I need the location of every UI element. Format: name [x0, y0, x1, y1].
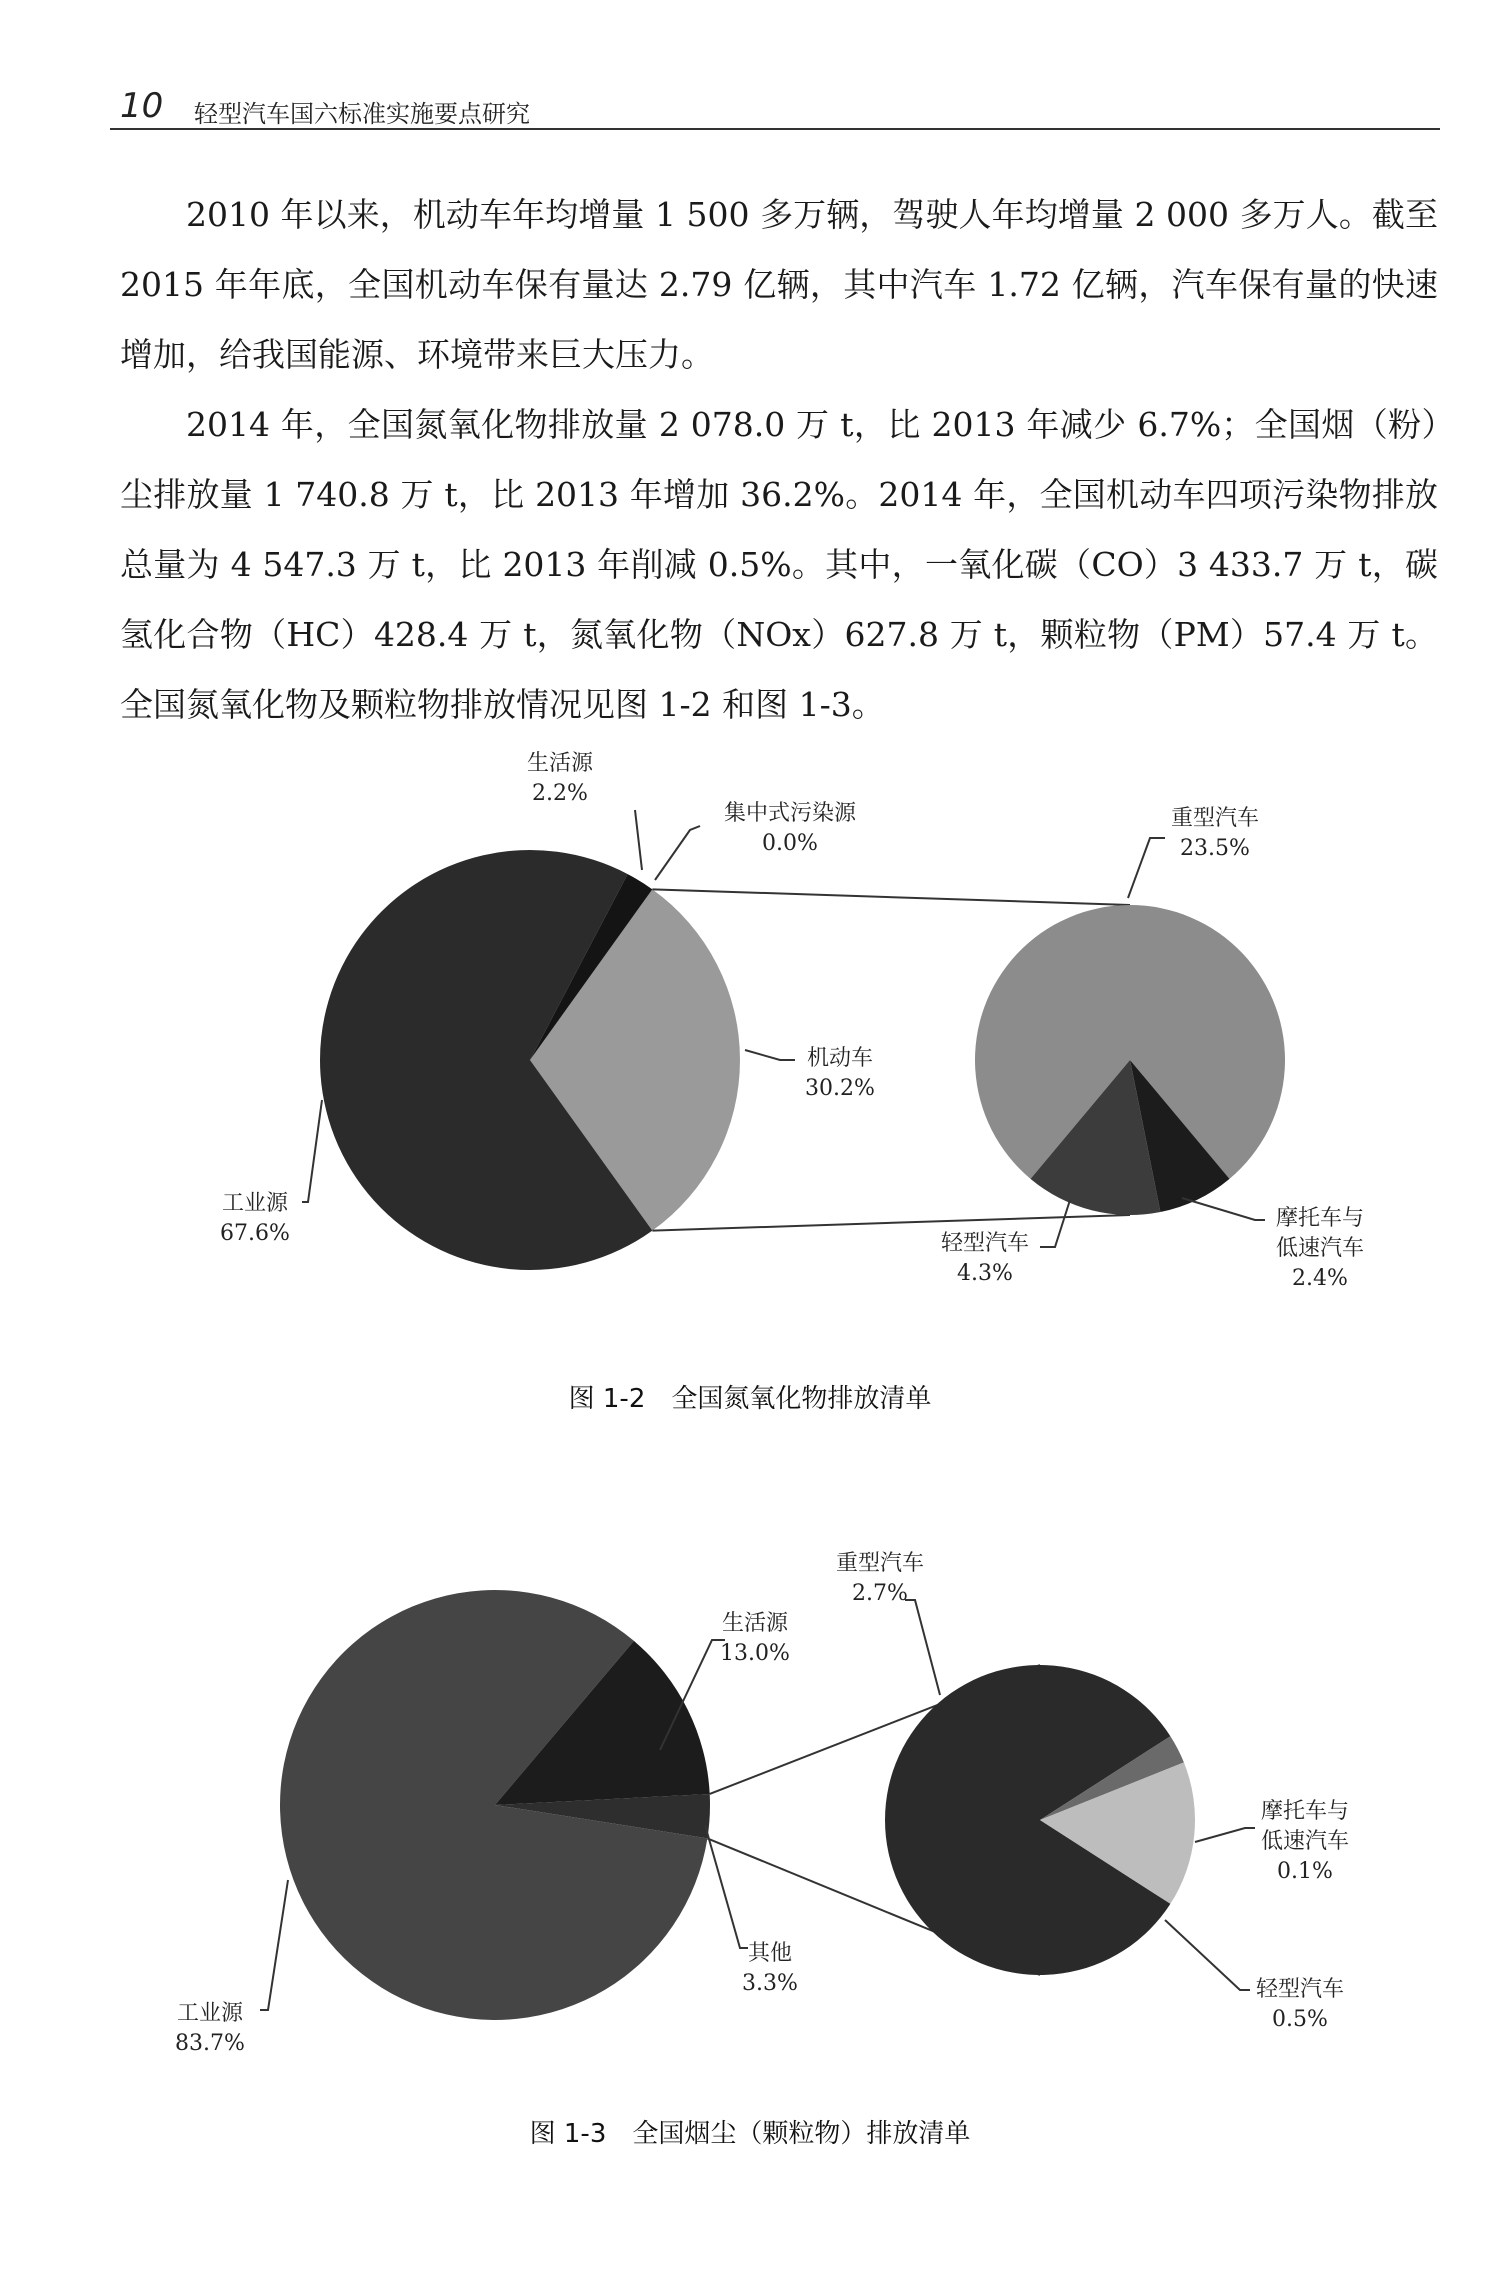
body-paragraph-2: 2014 年，全国氮氧化物排放量 2 078.0 万 t，比 2013 年减少 6.7%；全国烟（粉）尘排放量 1 740.8 万 t，比 2013 年增加 36.2%。2014 年，全国机动车四项污染物排放总量为 4 547.3 万 t，比 2013 年削减 0.5%。其中，一氧化碳（CO）3 433.7 万 t，碳氢化合物（HC）428.4 万 t，氮氧化物（NOx）627.8 万 t，颗粒物（PM）57.4 万 t。全国氮氧化物及颗粒物排放情况见图 1-2 和图 1-3。 [120, 405, 1438, 724]
dust-leader-light [1165, 1920, 1250, 1990]
nox-leader-light [1040, 1200, 1070, 1247]
nox-connector-top [652, 889, 1130, 905]
dust-label-moto: 摩托车与低速汽车 0.1% [1260, 1799, 1350, 1884]
dust-label-light: 轻型汽车 0.5% [1255, 1977, 1345, 2032]
nox-label-residential: 生活源 2.2% [526, 751, 594, 806]
running-title: 轻型汽车国六标准实施要点研究 [194, 100, 530, 128]
nox-leader-vehicle [745, 1050, 795, 1060]
nox-label-centralized: 集中式污染源 0.0% [723, 801, 857, 856]
dust-label-industry: 工业源 83.7% [175, 2001, 245, 2056]
dust-label-other: 其他 3.3% [742, 1941, 798, 1996]
page-number: 10 [120, 86, 164, 126]
nox-label-light: 轻型汽车 4.3% [940, 1231, 1030, 1286]
nox-leader-residential [635, 810, 642, 870]
dust-leader-other [705, 1825, 748, 1948]
body-paragraph-1: 2010 年以来，机动车年均增量 1 500 多万辆，驾驶人年均增量 2 000 多万人。截至 2015 年年底，全国机动车保有量达 2.79 亿辆，其中汽车 1.72 亿辆，汽车保有量的快速增加，给我国能源、环境带来巨大压力。 [120, 195, 1438, 374]
nox-emission-chart [0, 720, 1500, 1440]
nox-connector-bottom [652, 1215, 1130, 1231]
nox-leader-heavy [1128, 838, 1165, 898]
dust-label-residential: 生活源 13.0% [720, 1611, 790, 1666]
nox-label-heavy: 重型汽车 23.5% [1170, 806, 1260, 861]
dust-leader-moto [1195, 1828, 1255, 1842]
nox-label-vehicle: 机动车 30.2% [805, 1046, 875, 1101]
dust-leader-heavy [905, 1600, 940, 1695]
nox-leader-industry [302, 1100, 322, 1202]
figure-1-2-caption: 图 1-2 全国氮氧化物排放清单 [568, 1384, 932, 1414]
page-header [110, 86, 1440, 130]
dust-leader-industry [260, 1880, 288, 2010]
nox-leader-centralized [655, 826, 700, 880]
figure-1-3-caption: 图 1-3 全国烟尘（颗粒物）排放清单 [529, 2119, 971, 2149]
nox-label-industry: 工业源 67.6% [220, 1191, 290, 1246]
dust-label-heavy: 重型汽车 2.7% [835, 1551, 925, 1606]
nox-leader-moto [1182, 1198, 1265, 1220]
nox-label-moto: 摩托车与低速汽车 2.4% [1275, 1206, 1365, 1291]
